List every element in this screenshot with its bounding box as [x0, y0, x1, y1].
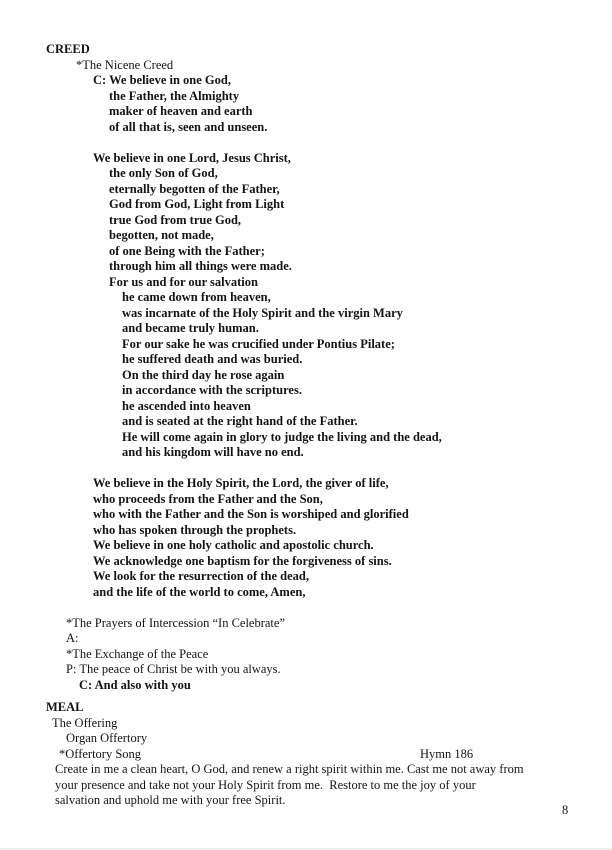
- creed-line: [0, 321, 612, 337]
- creed-line: [0, 414, 612, 430]
- hymn-number: Hymn 186: [420, 746, 474, 761]
- creed-line: [0, 213, 612, 229]
- creed-line: [0, 554, 612, 570]
- creed-line: [0, 151, 612, 167]
- line-text: he ascended into heaven: [122, 398, 251, 413]
- line-text: We believe in one Lord, Jesus Christ,: [93, 150, 291, 165]
- creed-line: [0, 89, 612, 105]
- creed-line: [0, 182, 612, 198]
- creed-line: [0, 430, 612, 446]
- line-text: Create in me a clean heart, O God, and renew a right spirit within me. Cast me not away from: [55, 762, 524, 776]
- line-text: who with the Father and the Son is worshiped and glorified: [93, 507, 409, 521]
- creed-line: [0, 476, 612, 492]
- blank-line: [0, 135, 612, 151]
- line-text: of all that is, seen and unseen.: [109, 119, 268, 134]
- line-text: the Father, the Almighty: [109, 88, 240, 103]
- line-text: salvation and uphold me with your free Spirit.: [55, 793, 286, 807]
- line-text: he suffered death and was buried.: [122, 352, 303, 366]
- offering-line: [0, 716, 612, 732]
- creed-line: [0, 104, 612, 120]
- creed-line: [0, 399, 612, 415]
- line-text: through him all things were made.: [109, 259, 292, 273]
- line-text: your presence and take not your Holy Spirit from me. Restore to me the joy of your: [55, 777, 476, 792]
- offertory-line: [0, 731, 612, 747]
- creed-line: [0, 290, 612, 306]
- creed-line: [0, 120, 612, 136]
- line-text: and became truly human.: [122, 321, 259, 335]
- line-text: For our sake he was crucified under Pontius Pilate;: [122, 336, 395, 351]
- creed-line: [0, 368, 612, 384]
- line-text: C: We believe in one God,: [93, 73, 231, 87]
- line-text: We believe in the Holy Spirit, the Lord, the giver of life,: [93, 476, 389, 490]
- line-text: CREED: [46, 42, 90, 56]
- line-text: *The Nicene Creed: [76, 57, 174, 72]
- creed-line: [0, 73, 612, 89]
- line-text: and his kingdom will have no end.: [122, 445, 304, 459]
- creed-line: [0, 166, 612, 182]
- offertory-text-line: [0, 762, 612, 778]
- line-text: was incarnate of the Holy Spirit and the virgin Mary: [122, 305, 403, 320]
- line-text: We believe in one holy catholic and apostolic church.: [93, 538, 374, 552]
- line-text: A:: [66, 631, 79, 645]
- creed-line: [0, 538, 612, 554]
- section-heading: [0, 42, 612, 58]
- line-text: he came down from heaven,: [122, 290, 271, 304]
- line-text: maker of heaven and earth: [109, 104, 253, 118]
- blank-line: [0, 600, 612, 616]
- creed-line: [0, 523, 612, 539]
- offertory-song-line: [0, 747, 612, 763]
- creed-title-line: [0, 58, 612, 74]
- line-text: of one Being with the Father;: [109, 243, 265, 258]
- line-text: true God from true God,: [109, 212, 242, 227]
- line-text: On the third day he rose again: [122, 367, 285, 382]
- creed-line: [0, 197, 612, 213]
- line-text: We acknowledge one baptism for the forgiveness of sins.: [93, 553, 392, 568]
- offertory-text-line: [0, 793, 612, 809]
- creed-line: [0, 492, 612, 508]
- offertory-text-line: [0, 778, 612, 794]
- line-text: and is seated at the right hand of the Father.: [122, 414, 358, 428]
- creed-line: [0, 306, 612, 322]
- line-text: the only Son of God,: [109, 166, 218, 180]
- creed-line: [0, 259, 612, 275]
- creed-line: [0, 275, 612, 291]
- document-body: [0, 42, 612, 809]
- creed-line: [0, 352, 612, 368]
- blank-line: [0, 461, 612, 477]
- response-line: [0, 678, 612, 694]
- liturgy-line: [0, 647, 612, 663]
- line-text: For us and for our salvation: [109, 274, 258, 289]
- line-text: *Offertory Song: [59, 746, 142, 761]
- creed-line: [0, 445, 612, 461]
- line-text: who has spoken through the prophets.: [93, 522, 297, 537]
- line-text: *The Exchange of the Peace: [66, 646, 209, 661]
- section-heading: [0, 700, 612, 716]
- line-text: We look for the resurrection of the dead,: [93, 569, 309, 583]
- creed-line: [0, 228, 612, 244]
- liturgy-line: [0, 631, 612, 647]
- creed-line: [0, 569, 612, 585]
- line-text: *The Prayers of Intercession “In Celebrate”: [66, 615, 286, 630]
- creed-line: [0, 383, 612, 399]
- liturgy-line: [0, 662, 612, 678]
- line-text: P: The peace of Christ be with you always.: [66, 662, 281, 676]
- creed-line: [0, 337, 612, 353]
- line-text: who proceeds from the Father and the Son,: [93, 491, 323, 506]
- line-text: The Offering: [52, 715, 118, 730]
- line-text: C: And also with you: [79, 677, 191, 692]
- line-text: in accordance with the scriptures.: [122, 383, 302, 397]
- line-text: He will come again in glory to judge the living and the dead,: [122, 429, 442, 444]
- creed-line: [0, 244, 612, 260]
- liturgy-line: [0, 616, 612, 632]
- creed-line: [0, 585, 612, 601]
- line-text: begotten, not made,: [109, 228, 214, 242]
- creed-line: [0, 507, 612, 523]
- page-number: 8: [562, 803, 569, 817]
- line-text: God from God, Light from Light: [109, 197, 285, 211]
- line-text: MEAL: [46, 700, 84, 714]
- line-text: and the life of the world to come, Amen,: [93, 584, 306, 599]
- blank-line: [0, 693, 612, 700]
- line-text: Organ Offertory: [66, 731, 148, 745]
- line-text: eternally begotten of the Father,: [109, 181, 280, 196]
